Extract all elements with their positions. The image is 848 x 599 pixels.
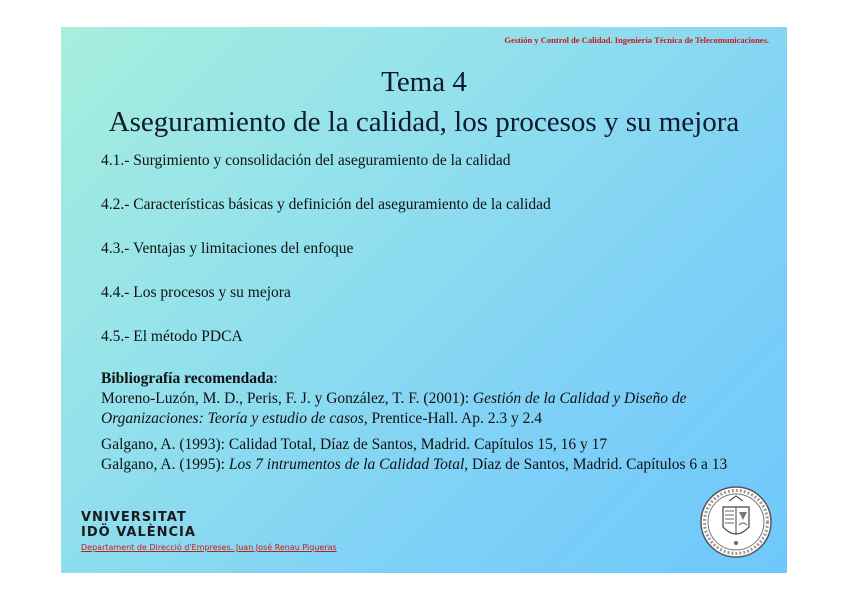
department-label: Departament de Direcció d'Empreses. Juan José Renau Piqueras: [81, 543, 337, 552]
entry-title: Gestión de la Calidad y Diseño de Organizaciones: Teoría y estudio de casos: [101, 390, 687, 427]
bibliography-heading-colon: :: [273, 370, 278, 387]
topic-list: [101, 151, 551, 371]
logo-line1: VNIVERSITAT: [81, 510, 187, 525]
page-subtitle: Aseguramiento de la calidad, los procesos y su mejora: [108, 106, 740, 138]
course-header: Gestión y Control de Calidad. Ingeniería Técnica de Telecomunicaciones.: [504, 35, 769, 45]
page-title: Tema 4: [381, 66, 467, 98]
entry-text: Galgano, A. (1995):: [101, 456, 229, 473]
bibliography-entry: [101, 455, 761, 475]
list-item: 4.2.- Características básicas y definición del aseguramiento de la calidad: [101, 196, 551, 213]
university-seal-icon: [699, 485, 773, 559]
list-item: 4.4.- Los procesos y su mejora: [101, 284, 291, 301]
logo-line2: IDÖ VALÈNCIA: [81, 525, 196, 540]
list-item: 4.1.- Surgimiento y consolidación del aseguramiento de la calidad: [101, 152, 511, 169]
bibliography: [101, 369, 761, 475]
entry-text: , Díaz de Santos, Madrid. Capítulos 6 a 13: [464, 456, 728, 473]
bibliography-entry: Galgano, A. (1993): Calidad Total, Díaz de Santos, Madrid. Capítulos 15, 16 y 17: [101, 436, 608, 453]
list-item: 4.3.- Ventajas y limitaciones del enfoque: [101, 240, 354, 257]
list-item: 4.5.- El método PDCA: [101, 328, 243, 345]
bibliography-heading: Bibliografía recomendada: [101, 370, 274, 387]
entry-title: Los 7 intrumentos de la Calidad Total: [228, 456, 465, 473]
university-logo: [81, 511, 337, 552]
slide: [61, 27, 787, 573]
bibliography-entry: [101, 389, 761, 429]
entry-text: Moreno-Luzón, M. D., Peris, F. J. y González, T. F. (2001):: [101, 390, 473, 407]
entry-text: , Prentice-Hall. Ap. 2.3 y 2.4: [363, 410, 543, 427]
